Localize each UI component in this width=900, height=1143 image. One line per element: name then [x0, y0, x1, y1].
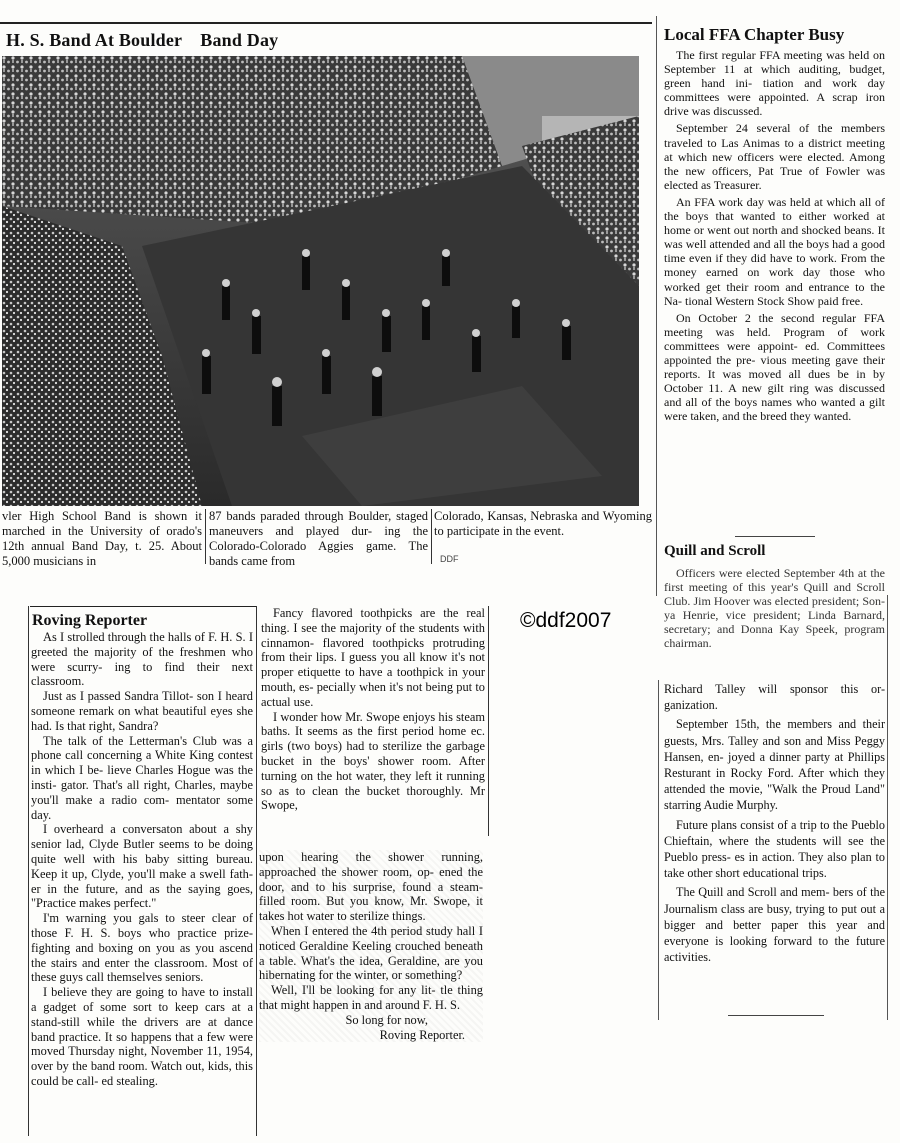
ffa-paragraph: The first regular FFA meeting was held on September 11 at which auditing, budget, green hand ini- tiation and work day committees were appointed. A scrap iron drive was discussed.	[664, 48, 885, 119]
photo-credit: DDF	[440, 554, 459, 564]
band-caption-col2	[209, 509, 428, 569]
quill-body	[664, 681, 885, 968]
roving-paragraph: Well, I'll be looking for any lit- tle thing that might happen in and around F. H. S.	[259, 983, 483, 1012]
quill-paragraph: Officers were elected September 4th at the first meeting of this year's Quill and Scroll Club. Jim Hoover was elected president; Son- ya Henrie, vice president; Linda Barnard, secretary; and Donna Kay Speek, program chairman.	[664, 566, 885, 651]
band-caption-text-3: Colorado, Kansas, Nebraska and Wyoming to participate in the event.	[434, 509, 652, 538]
roving-paragraph: I believe they are going to have to install a gadget of some sort to keep cars at a stand-still while the drivers are at dance band practice. It so happens that a few were moved Thursday night, November 11, 1954, over by the band room. Watch out, kids, this could be call- ed stealing.	[31, 985, 253, 1088]
caption-divider-2	[431, 509, 432, 564]
roving-paragraph: I wonder how Mr. Swope enjoys his steam baths. It seems as the first period home ec. girls (two boys) had to sterilize the garbage bucket in the boys' shower room. After turning on the hot water, they left it running so as to clean the bucket thoroughly. Mr Swope,	[261, 709, 485, 813]
column-divider-right	[656, 16, 657, 596]
quill-paragraph: The Quill and Scroll and mem- bers of the Journalism class are busy, trying to put out a bigger and better paper this year and everyone is looking forward to the future activities.	[664, 885, 885, 965]
roving-paragraph: upon hearing the shower running, approached the shower room, op- ened the door, and to his surprise, found a steam-filled room. But you know, Mr. Swope, it takes hot water to sterilize things.	[259, 850, 483, 924]
quill-divider-right	[887, 595, 888, 1020]
top-rule-left	[0, 22, 652, 24]
roving-col2-lower	[259, 850, 483, 1042]
ffa-body	[664, 48, 885, 426]
copyright-watermark: ©ddf2007	[520, 609, 612, 632]
roving-paragraph: I overheard a conversaton about a shy senior lad, Clyde Butler seems to be doing quite well with his baby sitting bureau. Keep it up, Clyde, you'll make a swell fath- er in the future, and as the saying goes, "Practice makes perfect."	[31, 822, 253, 911]
roving-signature: Roving Reporter.	[379, 1027, 465, 1042]
roving-paragraph: The talk of the Letterman's Club was a phone call concerning a White King contest in which I be- lieve Charles Hogue was the insti- gator. That's all right, Charles, maybe you'll make a radio com- mentator some day.	[31, 733, 253, 822]
roving-left-rule	[28, 606, 29, 1136]
quill-paragraph: Future plans consist of a trip to the Pueblo Chieftain, where the students will see the Pueblo press- es in action. They also plan to take other short educational trips.	[664, 817, 885, 881]
roving-headline: Roving Reporter	[32, 612, 148, 629]
ffa-paragraph: On October 2 the second regular FFA meeting was held. Program of work committees were appoint- ed. Committees appointed the pre- vious meeting gave their reports. It was moved all dues be in by October 11. A new gilt ring was discussed and all of the boys names who wanted a gilt were taken, and the breed they wanted.	[664, 310, 885, 424]
caption-divider-1	[205, 509, 206, 564]
band-photo-image	[2, 56, 639, 506]
roving-top-rule	[30, 606, 256, 607]
band-headline-left: H. S. Band At Boulder	[6, 30, 183, 50]
ffa-paragraph: An FFA work day was held at which all of the boys that wanted to either worked at home or went out north and shocked beans. It was well attended and all the boys had a good time even if they did have to work. From the money earned on work day those who worked get their room and entrance to the Na- tional Western Stock Show paid free.	[664, 194, 885, 308]
roving-paragraph: As I strolled through the halls of F. H. S. I greeted the majority of the freshmen who were scurry- ing to find their next classroom.	[31, 630, 253, 689]
roving-paragraph: Just as I passed Sandra Tillot- son I heard someone remark on what beautiful eyes she had. Is that right, Sandra?	[31, 689, 253, 733]
ffa-end-rule	[735, 536, 815, 537]
quill-paragraph: September 15th, the members and their guests, Mrs. Talley and son and Miss Peggy Hansen, en- joyed a dinner party at Phillips Resturant in Rocky Ford. After which they attended the movie, "Walk the Proud Land" starring Audie Murphy.	[664, 717, 885, 813]
quill-paragraph: Richard Talley will sponsor this or- ganization.	[664, 682, 885, 713]
band-caption-col3	[434, 509, 652, 539]
quill-end-rule	[728, 1015, 824, 1016]
roving-mid-rule	[256, 606, 257, 1136]
roving-signoff	[259, 1013, 483, 1043]
roving-col2	[261, 606, 485, 813]
ffa-headline: Local FFA Chapter Busy	[664, 25, 845, 44]
roving-signoff-line: So long for now,	[345, 1012, 428, 1027]
band-headline-right: Band Day	[200, 30, 279, 50]
roving-col1	[31, 630, 253, 1089]
quill-body-top	[664, 566, 885, 654]
band-caption-text-1: vler High School Band is shown it marched in the University of orado's 12th annual Band Day, t. 25. About 5,000 musicians in	[2, 509, 202, 568]
roving-paragraph: When I entered the 4th period study hall I noticed Geraldine Keeling crouched beneath a table. What's the idea, Geraldine, are you hibernating for the winter, or something?	[259, 923, 483, 983]
ffa-paragraph: September 24 several of the members traveled to Las Animas to a district meeting at which new officers were elected. Among the new officers, Pat True of Fowler was elected as Treasurer.	[664, 121, 885, 192]
band-caption-col1	[2, 509, 202, 569]
band-photo	[2, 56, 639, 506]
quill-headline: Quill and Scroll	[664, 543, 766, 559]
roving-paragraph: Fancy flavored toothpicks are the real thing. I see the majority of the students with cinnamon- flavored toothpicks protruding from their lips. I guess you all know it's not proper etiquette to have a toothpick in your mouth, es- pecially when it's not being put to actual use.	[261, 606, 485, 709]
band-headline	[6, 30, 278, 51]
quill-divider-left	[658, 680, 659, 1020]
roving-right-rule	[488, 606, 489, 836]
roving-paragraph: I'm warning you gals to steer clear of those F. H. S. boys who practice prize-fighting and boxing on you as you ascend the stairs and enter the classroom. Most of these guys call themselves seniors.	[31, 911, 253, 985]
band-caption-text-2: 87 bands paraded through Boulder, staged maneuvers and played dur- ing the Colorado-Colorado Aggies game. The bands came from	[209, 509, 428, 568]
